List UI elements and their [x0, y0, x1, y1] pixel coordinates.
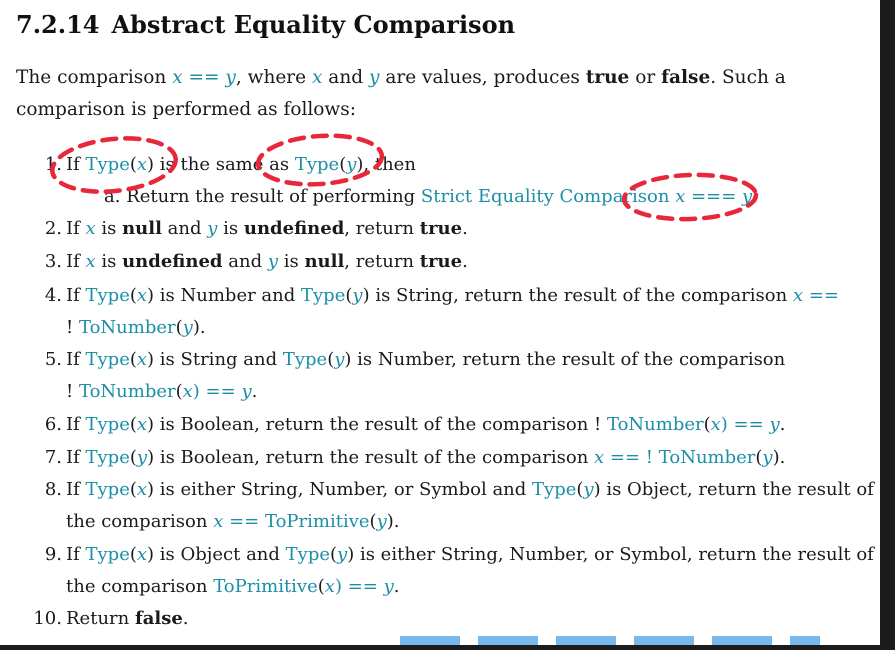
step-text: is the same as: [154, 154, 295, 175]
var-x: x: [136, 414, 148, 435]
step-1: [40, 153, 416, 177]
paren: (: [129, 479, 137, 500]
step-number: 5.: [44, 349, 62, 370]
step-8-cont: [66, 510, 399, 534]
toprimitive-link[interactable]: ToPrimitive: [264, 511, 370, 532]
paren: ): [147, 154, 155, 175]
intro-text: and: [322, 67, 369, 88]
step-text: If: [66, 414, 86, 435]
keyword-null: null: [304, 251, 345, 272]
step-8: [40, 478, 874, 502]
paren: (: [369, 511, 377, 532]
var-y: y: [136, 447, 148, 468]
tonumber-link[interactable]: ToNumber: [606, 414, 704, 435]
var-y: y: [368, 67, 380, 88]
paren: ): [147, 285, 155, 306]
step-5-cont: [66, 380, 257, 404]
keyword-undefined: undefined: [122, 251, 223, 272]
step-number: a.: [104, 186, 121, 207]
paren: (: [129, 285, 137, 306]
paren: (: [175, 381, 183, 402]
step-number: 4.: [44, 285, 62, 306]
var-x: x: [136, 544, 148, 565]
step-text: If: [66, 349, 86, 370]
type-link[interactable]: Type: [85, 479, 130, 500]
step-9: [40, 543, 874, 567]
step-number: 2.: [44, 218, 62, 239]
step-9-cont: [66, 575, 400, 599]
keyword-false: false: [661, 67, 711, 88]
step-text: is either String, Number, or Symbol, return the result of: [354, 544, 874, 565]
step-text: is Boolean, return the result of the comparison: [154, 447, 595, 468]
step-text: .: [752, 186, 758, 207]
step-text: is Boolean, return the result of the comparison !: [154, 414, 607, 435]
type-link[interactable]: Type: [85, 285, 130, 306]
paren: ): [347, 544, 355, 565]
operator: ) ==: [720, 414, 770, 435]
step-text: is: [217, 218, 244, 239]
step-text: !: [66, 317, 79, 338]
paren: (: [339, 154, 347, 175]
step-text: .: [251, 381, 258, 402]
paren: ): [147, 544, 155, 565]
step-number: 1.: [44, 154, 62, 175]
paren: ): [344, 349, 352, 370]
paren: ): [147, 479, 155, 500]
paren: (: [755, 447, 763, 468]
var-x: x: [136, 285, 148, 306]
step-text: Return the result of performing: [126, 186, 421, 207]
var-y: y: [225, 67, 236, 88]
operator: ) ==: [192, 381, 242, 402]
step-text: , return: [344, 218, 420, 239]
paren: (: [129, 544, 137, 565]
paren: (: [129, 447, 137, 468]
paren: (: [327, 349, 335, 370]
var-y: y: [376, 511, 387, 532]
step-text: is String, return the result of the comparison: [369, 285, 793, 306]
paren: ): [362, 285, 370, 306]
var-y: y: [742, 186, 753, 207]
step-4-cont: [66, 316, 206, 340]
paren: ): [147, 414, 155, 435]
var-y: y: [267, 251, 278, 272]
keyword-true: true: [585, 67, 630, 88]
step-10: [30, 607, 189, 631]
step-text: .: [182, 608, 189, 629]
type-link[interactable]: Type: [85, 154, 130, 175]
step-text: is: [95, 218, 123, 239]
type-link[interactable]: Type: [85, 447, 130, 468]
var-y: y: [583, 479, 594, 500]
paren: (: [330, 544, 338, 565]
intro-paragraph: [16, 62, 876, 126]
var-y: y: [352, 285, 363, 306]
intro-text: . Such a comparison is performed as follows:: [16, 67, 786, 120]
var-x: x: [675, 186, 686, 207]
step-text: If: [66, 154, 86, 175]
var-y: y: [346, 154, 357, 175]
paren: (: [175, 317, 183, 338]
var-x: x: [710, 414, 721, 435]
step-text: If: [66, 285, 86, 306]
step-7: [40, 446, 785, 470]
var-y: y: [762, 447, 773, 468]
var-y: y: [207, 218, 218, 239]
step-text: is Object, return the result of: [600, 479, 874, 500]
step-text: .: [462, 218, 468, 239]
var-y: y: [241, 381, 252, 402]
tonumber-link[interactable]: ToNumber: [658, 447, 756, 468]
step-text: ), then: [356, 154, 416, 175]
step-text: , return: [344, 251, 420, 272]
toprimitive-link[interactable]: ToPrimitive: [213, 576, 318, 597]
type-link[interactable]: Type: [85, 544, 130, 565]
step-text: If: [66, 251, 86, 272]
step-text: is Number, return the result of the comparison: [351, 349, 786, 370]
step-text: If: [66, 544, 86, 565]
var-x: x: [594, 447, 605, 468]
step-text: ).: [386, 511, 400, 532]
keyword-true: true: [419, 251, 463, 272]
var-y: y: [383, 576, 394, 597]
paren: (: [345, 285, 353, 306]
type-link[interactable]: Type: [294, 154, 340, 175]
type-link[interactable]: Type: [301, 285, 346, 306]
intro-text: , where: [235, 67, 312, 88]
type-link[interactable]: Type: [285, 544, 330, 565]
step-text: !: [66, 381, 79, 402]
paren: (: [129, 349, 137, 370]
var-x: x: [136, 479, 148, 500]
step-text: .: [393, 576, 400, 597]
paren: ): [147, 349, 155, 370]
var-x: x: [324, 576, 335, 597]
var-x: x: [136, 154, 148, 175]
step-text: the comparison: [66, 511, 214, 532]
var-x: x: [792, 285, 804, 306]
step-text: the comparison: [66, 576, 214, 597]
intro-text: The comparison: [16, 67, 173, 88]
step-text: ).: [192, 317, 206, 338]
operator: ==: [182, 67, 226, 88]
step-number: 9.: [44, 544, 62, 565]
tonumber-link[interactable]: ToNumber: [78, 317, 176, 338]
var-x: x: [182, 381, 193, 402]
operator: ==: [223, 511, 265, 532]
var-x: x: [136, 349, 148, 370]
var-x: x: [172, 67, 183, 88]
keyword-true: true: [419, 218, 463, 239]
type-link[interactable]: Type: [282, 349, 328, 370]
keyword-undefined: undefined: [243, 218, 345, 239]
step-1a: [104, 185, 758, 209]
operator: ) ==: [334, 576, 384, 597]
step-4: [40, 284, 839, 308]
step-text: and: [222, 251, 268, 272]
paren: (: [317, 576, 325, 597]
step-number: 10.: [33, 608, 62, 629]
step-text: If: [66, 218, 86, 239]
step-text: is: [95, 251, 123, 272]
step-number: 3.: [44, 251, 62, 272]
keyword-null: null: [122, 218, 162, 239]
paren: (: [129, 414, 137, 435]
var-y: y: [769, 414, 780, 435]
operator: ===: [685, 186, 743, 207]
step-5: [40, 348, 785, 372]
paren: (: [576, 479, 584, 500]
step-text: is String and: [154, 349, 283, 370]
paren: ): [593, 479, 601, 500]
step-2: [40, 217, 468, 241]
operator: == !: [604, 447, 659, 468]
var-x: x: [311, 67, 323, 88]
section-number: 7.2.14: [16, 10, 100, 39]
step-text: .: [779, 414, 786, 435]
step-text: Return: [66, 608, 135, 629]
var-x: x: [213, 511, 224, 532]
step-number: 8.: [44, 479, 62, 500]
var-y: y: [337, 544, 348, 565]
step-text: .: [462, 251, 468, 272]
intro-text: are values, produces: [379, 67, 586, 88]
step-text: If: [66, 479, 86, 500]
type-link[interactable]: Type: [85, 414, 130, 435]
step-text: If: [66, 447, 86, 468]
strict-equality-link[interactable]: Strict Equality Comparison: [420, 186, 670, 207]
step-number: 7.: [44, 447, 62, 468]
var-y: y: [182, 317, 193, 338]
cropped-text-fragment: [400, 636, 820, 645]
paren: (: [703, 414, 711, 435]
section-title: Abstract Equality Comparison: [111, 10, 516, 39]
step-text: is Number and: [154, 285, 301, 306]
paren: ): [147, 447, 155, 468]
type-link[interactable]: Type: [85, 349, 130, 370]
step-text: is Object and: [154, 544, 286, 565]
step-text: ).: [772, 447, 786, 468]
keyword-false: false: [134, 608, 183, 629]
section-heading: [16, 10, 515, 39]
var-y: y: [334, 349, 345, 370]
tonumber-link[interactable]: ToNumber: [78, 381, 176, 402]
step-text: is: [278, 251, 305, 272]
type-link[interactable]: Type: [532, 479, 577, 500]
step-number: 6.: [44, 414, 62, 435]
var-x: x: [85, 251, 96, 272]
step-3: [40, 250, 468, 274]
paren: (: [129, 154, 137, 175]
step-text: is either String, Number, or Symbol and: [154, 479, 533, 500]
intro-text: or: [629, 67, 662, 88]
step-6: [40, 413, 785, 437]
operator: ==: [803, 285, 839, 306]
step-text: and: [161, 218, 208, 239]
var-x: x: [85, 218, 96, 239]
